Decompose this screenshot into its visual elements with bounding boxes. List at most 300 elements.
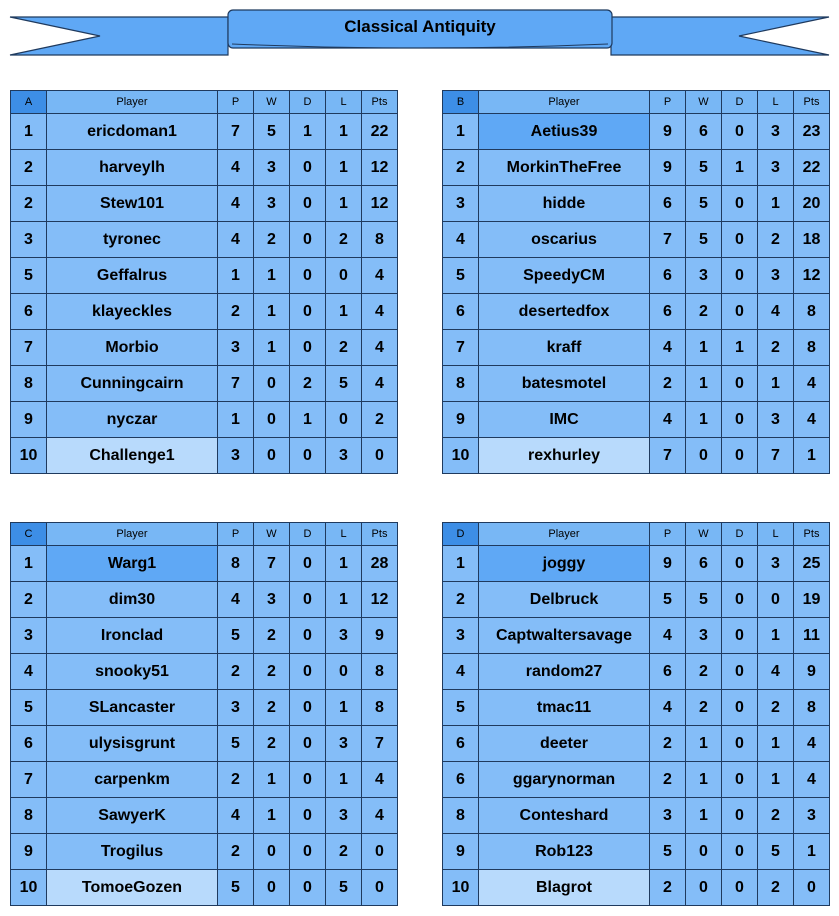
table-row xyxy=(443,726,830,762)
cell-rank: 8 xyxy=(11,798,47,834)
cell-l: 0 xyxy=(326,258,362,294)
cell-p: 9 xyxy=(650,150,686,186)
cell-d: 0 xyxy=(290,798,326,834)
table-row xyxy=(443,438,830,474)
cell-player: Cunningcairn xyxy=(47,366,218,402)
cell-p: 2 xyxy=(650,366,686,402)
cell-player: ggarynorman xyxy=(479,762,650,798)
cell-l: 3 xyxy=(326,438,362,474)
page-title: Classical Antiquity xyxy=(344,17,496,36)
cell-l: 5 xyxy=(326,870,362,906)
cell-l: 2 xyxy=(326,330,362,366)
table-row xyxy=(443,330,830,366)
group-a-table xyxy=(10,90,398,474)
cell-p: 4 xyxy=(650,330,686,366)
cell-rank: 5 xyxy=(11,258,47,294)
table-row xyxy=(11,798,398,834)
cell-l: 0 xyxy=(326,654,362,690)
table-row xyxy=(11,402,398,438)
cell-pts: 0 xyxy=(362,834,398,870)
table-row xyxy=(11,870,398,906)
cell-rank: 1 xyxy=(11,114,47,150)
table-header-row xyxy=(443,523,830,546)
table-header-row xyxy=(11,91,398,114)
cell-l: 2 xyxy=(758,798,794,834)
cell-rank: 3 xyxy=(11,222,47,258)
table-row xyxy=(11,690,398,726)
cell-l: 3 xyxy=(758,402,794,438)
cell-w: 2 xyxy=(254,654,290,690)
cell-rank: 6 xyxy=(11,726,47,762)
column-header-w: W xyxy=(686,91,722,114)
cell-pts: 7 xyxy=(362,726,398,762)
cell-pts: 4 xyxy=(362,330,398,366)
cell-l: 1 xyxy=(758,762,794,798)
cell-pts: 4 xyxy=(362,366,398,402)
cell-rank: 2 xyxy=(443,582,479,618)
table-row xyxy=(11,258,398,294)
cell-l: 3 xyxy=(758,150,794,186)
cell-w: 1 xyxy=(686,366,722,402)
cell-w: 5 xyxy=(686,186,722,222)
cell-d: 0 xyxy=(722,618,758,654)
cell-p: 4 xyxy=(650,690,686,726)
cell-p: 4 xyxy=(650,618,686,654)
cell-p: 7 xyxy=(218,114,254,150)
cell-w: 5 xyxy=(686,222,722,258)
cell-player: Stew101 xyxy=(47,186,218,222)
cell-d: 1 xyxy=(722,330,758,366)
cell-pts: 8 xyxy=(794,690,830,726)
cell-d: 0 xyxy=(290,258,326,294)
cell-p: 5 xyxy=(218,870,254,906)
cell-pts: 25 xyxy=(794,546,830,582)
cell-pts: 8 xyxy=(794,330,830,366)
cell-w: 1 xyxy=(254,258,290,294)
cell-d: 0 xyxy=(290,618,326,654)
cell-player: snooky51 xyxy=(47,654,218,690)
cell-w: 3 xyxy=(254,186,290,222)
cell-player: Rob123 xyxy=(479,834,650,870)
cell-w: 0 xyxy=(254,870,290,906)
column-header-l: L xyxy=(758,523,794,546)
cell-rank: 9 xyxy=(11,402,47,438)
cell-pts: 8 xyxy=(362,690,398,726)
column-header-d: D xyxy=(290,523,326,546)
cell-rank: 6 xyxy=(11,294,47,330)
cell-d: 0 xyxy=(722,294,758,330)
cell-w: 2 xyxy=(686,294,722,330)
column-header-player: Player xyxy=(47,523,218,546)
table-row xyxy=(443,366,830,402)
group-c-table xyxy=(10,522,398,906)
cell-w: 3 xyxy=(686,258,722,294)
cell-w: 2 xyxy=(686,654,722,690)
cell-rank: 5 xyxy=(443,690,479,726)
cell-player: random27 xyxy=(479,654,650,690)
cell-w: 1 xyxy=(254,330,290,366)
cell-p: 6 xyxy=(650,258,686,294)
cell-w: 0 xyxy=(254,438,290,474)
cell-p: 5 xyxy=(218,726,254,762)
cell-pts: 1 xyxy=(794,438,830,474)
cell-d: 0 xyxy=(722,654,758,690)
cell-l: 1 xyxy=(326,114,362,150)
table-row xyxy=(443,294,830,330)
cell-rank: 4 xyxy=(11,654,47,690)
table-header-row xyxy=(443,91,830,114)
cell-player: SawyerK xyxy=(47,798,218,834)
cell-w: 5 xyxy=(254,114,290,150)
cell-pts: 2 xyxy=(362,402,398,438)
cell-w: 6 xyxy=(686,114,722,150)
cell-w: 0 xyxy=(254,402,290,438)
cell-l: 1 xyxy=(326,582,362,618)
cell-pts: 28 xyxy=(362,546,398,582)
column-header-p: P xyxy=(218,523,254,546)
cell-rank: 10 xyxy=(443,438,479,474)
column-header-w: W xyxy=(254,523,290,546)
column-header-l: L xyxy=(758,91,794,114)
column-header-p: P xyxy=(650,91,686,114)
table-row xyxy=(11,438,398,474)
cell-d: 0 xyxy=(290,834,326,870)
cell-rank: 2 xyxy=(11,186,47,222)
cell-rank: 5 xyxy=(443,258,479,294)
cell-player: Captwaltersavage xyxy=(479,618,650,654)
cell-l: 1 xyxy=(326,294,362,330)
cell-d: 0 xyxy=(290,294,326,330)
cell-d: 0 xyxy=(722,690,758,726)
cell-d: 0 xyxy=(290,870,326,906)
table-row xyxy=(11,834,398,870)
cell-l: 0 xyxy=(326,402,362,438)
cell-pts: 22 xyxy=(362,114,398,150)
cell-player: Warg1 xyxy=(47,546,218,582)
cell-pts: 4 xyxy=(794,726,830,762)
cell-p: 9 xyxy=(650,546,686,582)
group-d-table xyxy=(442,522,830,906)
group-b-table xyxy=(442,90,830,474)
cell-player: carpenkm xyxy=(47,762,218,798)
cell-d: 0 xyxy=(722,222,758,258)
cell-player: kraff xyxy=(479,330,650,366)
cell-p: 5 xyxy=(218,618,254,654)
table-row xyxy=(443,186,830,222)
cell-rank: 9 xyxy=(443,834,479,870)
cell-pts: 9 xyxy=(794,654,830,690)
cell-l: 3 xyxy=(758,114,794,150)
cell-l: 3 xyxy=(326,798,362,834)
cell-p: 2 xyxy=(650,870,686,906)
cell-d: 0 xyxy=(722,726,758,762)
cell-l: 5 xyxy=(758,834,794,870)
cell-w: 1 xyxy=(254,762,290,798)
cell-p: 4 xyxy=(218,798,254,834)
cell-p: 2 xyxy=(218,762,254,798)
cell-pts: 4 xyxy=(794,402,830,438)
cell-p: 7 xyxy=(650,438,686,474)
column-header-player: Player xyxy=(479,91,650,114)
table-row xyxy=(443,222,830,258)
table-row xyxy=(443,654,830,690)
cell-player: Delbruck xyxy=(479,582,650,618)
cell-p: 2 xyxy=(218,294,254,330)
cell-rank: 6 xyxy=(443,762,479,798)
cell-d: 1 xyxy=(722,150,758,186)
cell-p: 9 xyxy=(650,114,686,150)
cell-rank: 2 xyxy=(443,150,479,186)
cell-d: 2 xyxy=(290,366,326,402)
cell-pts: 19 xyxy=(794,582,830,618)
cell-w: 1 xyxy=(686,762,722,798)
cell-w: 1 xyxy=(686,402,722,438)
cell-l: 4 xyxy=(758,654,794,690)
cell-d: 0 xyxy=(290,690,326,726)
cell-rank: 9 xyxy=(443,402,479,438)
table-row xyxy=(11,618,398,654)
cell-d: 0 xyxy=(290,582,326,618)
cell-pts: 8 xyxy=(362,222,398,258)
table-row xyxy=(443,258,830,294)
cell-pts: 4 xyxy=(794,762,830,798)
cell-w: 7 xyxy=(254,546,290,582)
cell-l: 2 xyxy=(758,330,794,366)
cell-l: 1 xyxy=(326,762,362,798)
cell-pts: 8 xyxy=(794,294,830,330)
cell-w: 1 xyxy=(686,798,722,834)
table-row xyxy=(11,726,398,762)
cell-w: 2 xyxy=(254,726,290,762)
table-row xyxy=(443,798,830,834)
cell-player: rexhurley xyxy=(479,438,650,474)
group-label: A xyxy=(11,91,47,114)
cell-p: 2 xyxy=(218,654,254,690)
cell-rank: 10 xyxy=(443,870,479,906)
cell-l: 7 xyxy=(758,438,794,474)
cell-player: desertedfox xyxy=(479,294,650,330)
cell-rank: 2 xyxy=(11,150,47,186)
cell-p: 4 xyxy=(218,582,254,618)
cell-rank: 3 xyxy=(443,186,479,222)
cell-pts: 22 xyxy=(794,150,830,186)
table-row xyxy=(443,402,830,438)
cell-pts: 4 xyxy=(362,294,398,330)
cell-d: 0 xyxy=(722,870,758,906)
cell-d: 0 xyxy=(290,222,326,258)
cell-w: 3 xyxy=(254,582,290,618)
cell-rank: 6 xyxy=(443,726,479,762)
cell-d: 0 xyxy=(290,654,326,690)
cell-d: 0 xyxy=(722,186,758,222)
table-row xyxy=(443,870,830,906)
column-header-p: P xyxy=(650,523,686,546)
table-row xyxy=(11,330,398,366)
cell-d: 0 xyxy=(290,726,326,762)
cell-player: ericdoman1 xyxy=(47,114,218,150)
table-row xyxy=(11,654,398,690)
table-row xyxy=(11,222,398,258)
cell-w: 1 xyxy=(254,798,290,834)
cell-rank: 7 xyxy=(11,762,47,798)
cell-d: 0 xyxy=(722,834,758,870)
cell-l: 4 xyxy=(758,294,794,330)
cell-player: tyronec xyxy=(47,222,218,258)
cell-d: 0 xyxy=(722,258,758,294)
column-header-d: D xyxy=(722,523,758,546)
cell-player: joggy xyxy=(479,546,650,582)
column-header-w: W xyxy=(254,91,290,114)
table-row xyxy=(11,366,398,402)
cell-player: Trogilus xyxy=(47,834,218,870)
cell-p: 4 xyxy=(218,222,254,258)
cell-pts: 4 xyxy=(362,762,398,798)
cell-p: 7 xyxy=(218,366,254,402)
cell-l: 3 xyxy=(758,258,794,294)
table-row xyxy=(443,150,830,186)
cell-pts: 8 xyxy=(362,654,398,690)
cell-pts: 12 xyxy=(362,150,398,186)
cell-w: 1 xyxy=(254,294,290,330)
cell-l: 2 xyxy=(758,222,794,258)
cell-l: 1 xyxy=(758,726,794,762)
cell-w: 0 xyxy=(686,870,722,906)
table-row xyxy=(11,114,398,150)
cell-p: 3 xyxy=(218,438,254,474)
cell-l: 2 xyxy=(326,834,362,870)
cell-w: 0 xyxy=(686,834,722,870)
cell-player: Blagrot xyxy=(479,870,650,906)
cell-d: 0 xyxy=(722,546,758,582)
table-row xyxy=(11,150,398,186)
table-row xyxy=(11,294,398,330)
cell-rank: 6 xyxy=(443,294,479,330)
cell-l: 2 xyxy=(758,870,794,906)
cell-pts: 12 xyxy=(362,582,398,618)
cell-w: 2 xyxy=(254,618,290,654)
cell-player: hidde xyxy=(479,186,650,222)
cell-player: oscarius xyxy=(479,222,650,258)
cell-l: 1 xyxy=(326,690,362,726)
cell-w: 3 xyxy=(686,618,722,654)
cell-p: 2 xyxy=(650,726,686,762)
cell-rank: 8 xyxy=(443,798,479,834)
cell-l: 3 xyxy=(326,618,362,654)
cell-p: 4 xyxy=(650,402,686,438)
cell-l: 1 xyxy=(758,618,794,654)
cell-d: 0 xyxy=(722,798,758,834)
cell-player: TomoeGozen xyxy=(47,870,218,906)
cell-p: 3 xyxy=(650,798,686,834)
cell-player: deeter xyxy=(479,726,650,762)
cell-p: 1 xyxy=(218,402,254,438)
cell-w: 1 xyxy=(686,330,722,366)
cell-d: 0 xyxy=(290,438,326,474)
table-row xyxy=(11,546,398,582)
cell-pts: 4 xyxy=(362,798,398,834)
cell-pts: 0 xyxy=(362,870,398,906)
cell-p: 7 xyxy=(650,222,686,258)
table-row xyxy=(443,546,830,582)
cell-player: Morbio xyxy=(47,330,218,366)
cell-pts: 3 xyxy=(794,798,830,834)
cell-rank: 7 xyxy=(443,330,479,366)
cell-player: IMC xyxy=(479,402,650,438)
cell-rank: 9 xyxy=(11,834,47,870)
cell-pts: 4 xyxy=(794,366,830,402)
cell-pts: 4 xyxy=(362,258,398,294)
table-row xyxy=(11,762,398,798)
cell-l: 2 xyxy=(326,222,362,258)
cell-d: 1 xyxy=(290,402,326,438)
cell-d: 0 xyxy=(722,762,758,798)
cell-d: 0 xyxy=(722,366,758,402)
cell-p: 6 xyxy=(650,186,686,222)
cell-rank: 5 xyxy=(11,690,47,726)
column-header-pts: Pts xyxy=(794,523,830,546)
cell-p: 3 xyxy=(218,330,254,366)
cell-l: 2 xyxy=(758,690,794,726)
cell-player: Geffalrus xyxy=(47,258,218,294)
column-header-p: P xyxy=(218,91,254,114)
cell-player: SLancaster xyxy=(47,690,218,726)
cell-player: Ironclad xyxy=(47,618,218,654)
cell-rank: 1 xyxy=(11,546,47,582)
table-row xyxy=(443,114,830,150)
cell-pts: 12 xyxy=(794,258,830,294)
cell-pts: 0 xyxy=(794,870,830,906)
cell-p: 3 xyxy=(218,690,254,726)
cell-d: 0 xyxy=(290,150,326,186)
column-header-d: D xyxy=(290,91,326,114)
cell-w: 5 xyxy=(686,582,722,618)
cell-player: harveylh xyxy=(47,150,218,186)
cell-pts: 23 xyxy=(794,114,830,150)
cell-w: 2 xyxy=(254,690,290,726)
cell-player: nyczar xyxy=(47,402,218,438)
cell-pts: 11 xyxy=(794,618,830,654)
cell-p: 2 xyxy=(218,834,254,870)
cell-rank: 4 xyxy=(443,222,479,258)
cell-d: 0 xyxy=(722,582,758,618)
cell-p: 4 xyxy=(218,186,254,222)
cell-rank: 1 xyxy=(443,546,479,582)
cell-w: 0 xyxy=(686,438,722,474)
cell-pts: 0 xyxy=(362,438,398,474)
cell-p: 4 xyxy=(218,150,254,186)
cell-player: SpeedyCM xyxy=(479,258,650,294)
table-row xyxy=(443,834,830,870)
cell-rank: 8 xyxy=(11,366,47,402)
cell-w: 6 xyxy=(686,546,722,582)
cell-rank: 4 xyxy=(443,654,479,690)
cell-pts: 12 xyxy=(362,186,398,222)
cell-player: batesmotel xyxy=(479,366,650,402)
cell-rank: 1 xyxy=(443,114,479,150)
column-header-pts: Pts xyxy=(362,91,398,114)
cell-d: 0 xyxy=(290,186,326,222)
cell-rank: 7 xyxy=(11,330,47,366)
column-header-pts: Pts xyxy=(794,91,830,114)
column-header-l: L xyxy=(326,523,362,546)
cell-w: 2 xyxy=(686,690,722,726)
table-row xyxy=(443,762,830,798)
cell-l: 1 xyxy=(758,366,794,402)
cell-player: Aetius39 xyxy=(479,114,650,150)
cell-w: 2 xyxy=(254,222,290,258)
cell-l: 1 xyxy=(326,546,362,582)
cell-rank: 3 xyxy=(11,618,47,654)
